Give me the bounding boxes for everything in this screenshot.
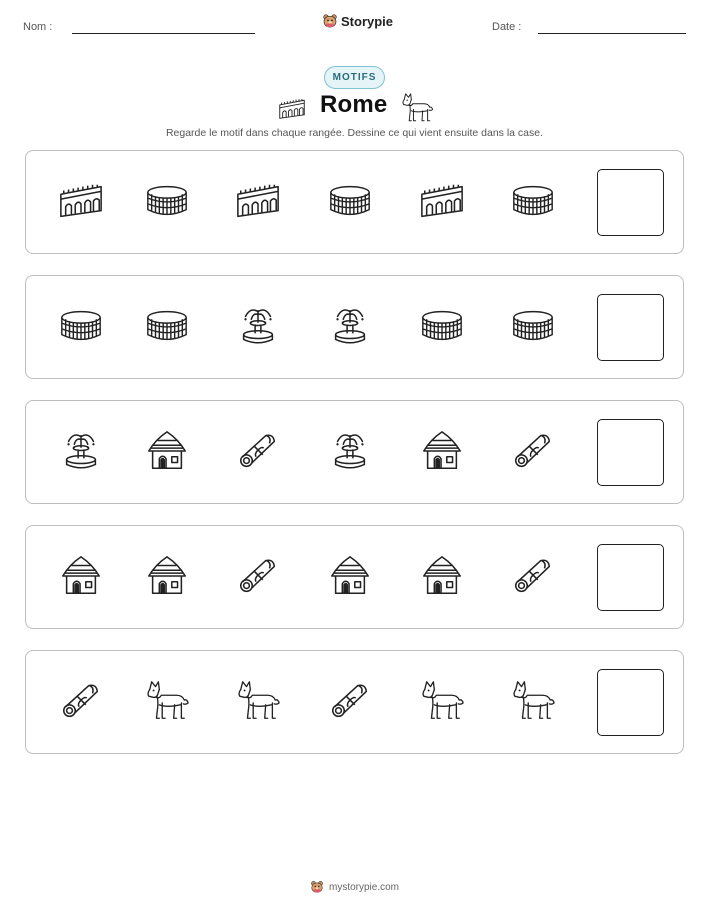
pattern-item xyxy=(326,177,374,225)
colosseum-icon xyxy=(419,303,465,349)
pattern-item xyxy=(234,677,282,725)
hut-icon xyxy=(419,553,465,599)
scroll-icon xyxy=(58,678,104,724)
scroll-icon xyxy=(510,428,556,474)
footer-site: mystorypie.com xyxy=(328,881,399,893)
pattern-row xyxy=(25,650,684,754)
colosseum-icon xyxy=(327,178,373,224)
scroll-icon xyxy=(235,553,281,599)
motifs-badge: MOTIFS xyxy=(324,66,385,89)
title-row xyxy=(0,91,709,123)
hut-icon xyxy=(144,428,190,474)
pattern-item xyxy=(143,427,191,475)
pattern-item xyxy=(509,552,557,600)
pattern-item xyxy=(57,177,105,225)
pattern-item xyxy=(418,427,466,475)
fountain-icon xyxy=(327,303,373,349)
aqueduct-icon xyxy=(235,178,281,224)
hut-icon xyxy=(419,428,465,474)
answer-box[interactable] xyxy=(597,169,664,236)
pattern-item xyxy=(57,302,105,350)
pattern-row xyxy=(25,525,684,629)
pattern-item xyxy=(143,302,191,350)
pattern-item xyxy=(57,677,105,725)
pattern-item xyxy=(326,302,374,350)
aqueduct-icon xyxy=(419,178,465,224)
answer-box[interactable] xyxy=(597,419,664,486)
pattern-item xyxy=(326,427,374,475)
pattern-item xyxy=(509,427,557,475)
pattern-item xyxy=(418,677,466,725)
pattern-item xyxy=(418,177,466,225)
aqueduct-icon xyxy=(58,178,104,224)
wolf-icon xyxy=(400,91,434,125)
scroll-icon xyxy=(510,553,556,599)
answer-box[interactable] xyxy=(597,669,664,736)
pattern-item xyxy=(234,427,282,475)
colosseum-icon xyxy=(510,303,556,349)
fountain-icon xyxy=(58,428,104,474)
date-line xyxy=(538,33,686,34)
bear-icon xyxy=(322,13,338,29)
pattern-row xyxy=(25,150,684,254)
pattern-item xyxy=(509,177,557,225)
wolf-icon xyxy=(510,678,556,724)
footer xyxy=(0,880,709,894)
answer-box[interactable] xyxy=(597,294,664,361)
pattern-item xyxy=(234,552,282,600)
worksheet-header xyxy=(0,0,709,60)
instructions: Regarde le motif dans chaque rangée. Dessine ce qui vient ensuite dans la case. xyxy=(165,127,544,139)
date-label: Date : xyxy=(492,21,522,33)
pattern-item xyxy=(234,302,282,350)
scroll-icon xyxy=(327,678,373,724)
pattern-item xyxy=(57,427,105,475)
pattern-item xyxy=(234,177,282,225)
hut-icon xyxy=(58,553,104,599)
fountain-icon xyxy=(235,303,281,349)
brand-name: Storypie xyxy=(341,13,394,29)
bear-icon xyxy=(310,880,324,894)
pattern-item xyxy=(418,302,466,350)
colosseum-icon xyxy=(144,303,190,349)
wolf-icon xyxy=(235,678,281,724)
pattern-item xyxy=(57,552,105,600)
pattern-item xyxy=(143,677,191,725)
fountain-icon xyxy=(327,428,373,474)
hut-icon xyxy=(144,553,190,599)
pattern-item xyxy=(326,677,374,725)
page-title: Rome xyxy=(320,91,388,118)
name-label: Nom : xyxy=(23,21,53,33)
pattern-row xyxy=(25,275,684,379)
pattern-row xyxy=(25,400,684,504)
colosseum-icon xyxy=(144,178,190,224)
pattern-item xyxy=(326,552,374,600)
wolf-icon xyxy=(419,678,465,724)
colosseum-icon xyxy=(510,178,556,224)
storypie-logo xyxy=(322,13,393,29)
pattern-item xyxy=(509,302,557,350)
colosseum-icon xyxy=(58,303,104,349)
name-line xyxy=(72,33,255,34)
pattern-item xyxy=(418,552,466,600)
pattern-item xyxy=(509,677,557,725)
pattern-item xyxy=(143,177,191,225)
aqueduct-icon xyxy=(274,95,310,123)
pattern-item xyxy=(143,552,191,600)
hut-icon xyxy=(327,553,373,599)
scroll-icon xyxy=(235,428,281,474)
answer-box[interactable] xyxy=(597,544,664,611)
wolf-icon xyxy=(144,678,190,724)
